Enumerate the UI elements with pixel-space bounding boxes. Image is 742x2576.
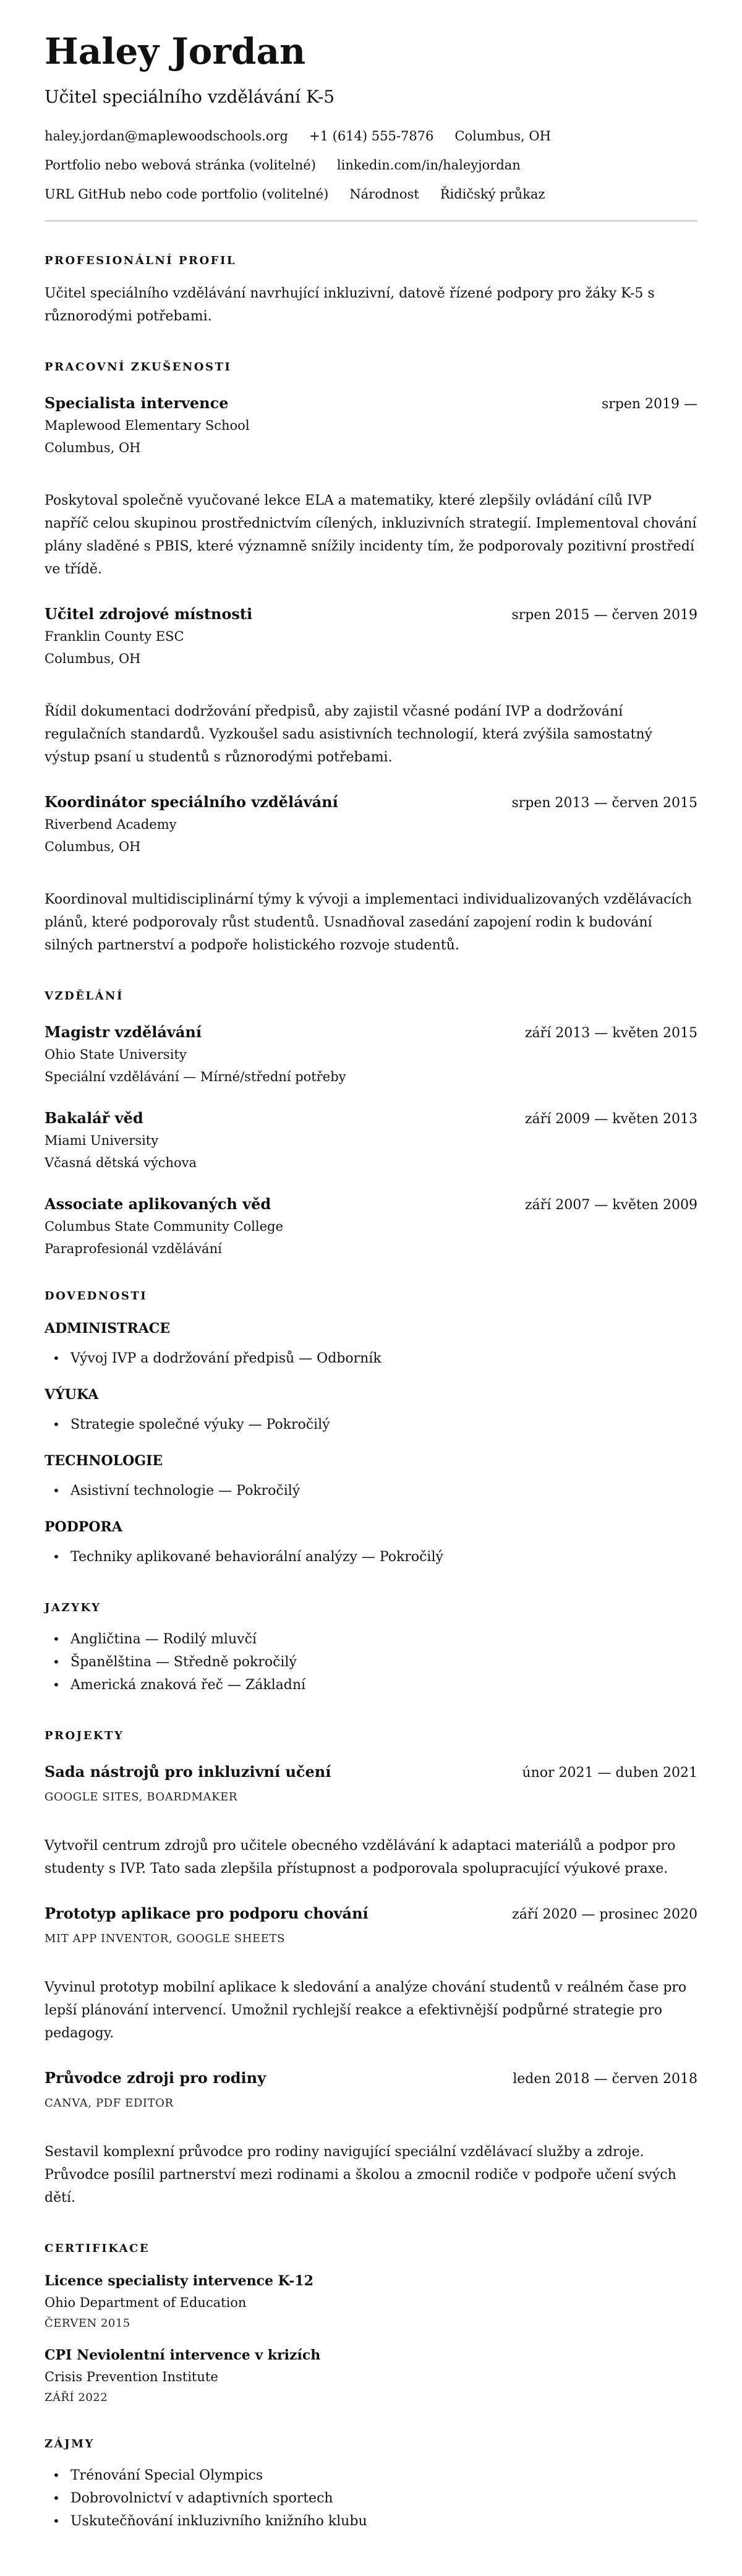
- interest-item-text: Dobrovolnictví v adaptivních sportech: [70, 2491, 333, 2506]
- project-dates: září 2020 — prosinec 2020: [512, 1907, 697, 1922]
- skill-category: [45, 1386, 697, 1436]
- degree-school: Columbus State Community College: [45, 1219, 283, 1234]
- job-title: Koordinátor speciálního vzdělávání: [45, 793, 338, 811]
- job-location: Columbus, OH: [45, 440, 141, 455]
- job-entry: [45, 604, 697, 769]
- job-location: Columbus, OH: [45, 839, 141, 854]
- project-description: Vyvinul prototyp mobilní aplikace k sledování a analýze chování studentů v reálném čase pro lepší plánování intervencí. Umožnil rychlejší reakce a efektivnější podpůrné strategie pro pedagogy.: [45, 1980, 687, 2041]
- profile-text: Učitel speciálního vzdělávání navrhující inkluzivní, datově řízené podpory pro žáky K-5 s různorodými potřebami.: [45, 286, 655, 324]
- job-company: Riverbend Academy: [45, 817, 177, 832]
- skill-list: [45, 1479, 697, 1502]
- project-head: [45, 2068, 697, 2089]
- section-heading-certifications: CERTIFIKACE: [45, 2242, 150, 2255]
- project-description: Sestavil komplexní průvodce pro rodiny navigující speciální vzdělávací služby a zdroje. Průvodce posílil partnerství mezi rodinami a školou a zmocnil rodiče v podpoře učení svých dětí.: [45, 2144, 676, 2206]
- job-dates: srpen 2015 — červen 2019: [511, 607, 697, 623]
- skill-list: [45, 1413, 697, 1436]
- language-item-text: Americká znaková řeč — Základní: [70, 1677, 306, 1693]
- person-name: Haley Jordan: [45, 30, 306, 72]
- degree-entry: [45, 1194, 697, 1257]
- skill-list: [45, 1347, 697, 1370]
- degree-dates: září 2009 — květen 2013: [524, 1111, 697, 1127]
- contact-linkedin: linkedin.com/in/haleyjordan: [336, 158, 521, 173]
- section-interests: [45, 2437, 697, 2533]
- contact-driving-license-placeholder: Řidičský průkaz: [440, 187, 545, 202]
- degree-dates: září 2013 — květen 2015: [524, 1025, 697, 1041]
- degree-field: Speciální vzdělávání — Mírné/střední potřeby: [45, 1069, 346, 1084]
- job-location: Columbus, OH: [45, 651, 141, 666]
- degree-entry: [45, 1022, 697, 1085]
- project-title: Sada nástrojů pro inkluzivní učení: [45, 1763, 331, 1781]
- skill-item-text: Techniky aplikované behaviorální analýzy — Pokročilý: [70, 1549, 443, 1565]
- skill-item-text: Strategie společné výuky — Pokročilý: [70, 1417, 330, 1432]
- contact-location: Columbus, OH: [454, 129, 551, 143]
- section-projects: [45, 1729, 697, 2209]
- interest-item: [45, 2464, 697, 2487]
- skill-item-text: Vývoj IVP a dodržování předpisů — Odborník: [70, 1351, 382, 1366]
- project-tools: GOOGLE SITES, BOARDMAKER: [45, 1791, 238, 1804]
- section-certifications: [45, 2241, 697, 2405]
- job-entry: [45, 792, 697, 957]
- project-dates: leden 2018 — červen 2018: [513, 2071, 697, 2087]
- job-company: Franklin County ESC: [45, 629, 184, 644]
- certification-entry: [45, 2347, 697, 2405]
- section-heading-languages: JAZYKY: [45, 1601, 101, 1614]
- skill-list: [45, 1546, 697, 1568]
- skill-category-name: VÝUKA: [45, 1387, 99, 1403]
- person-job-title: Učitel speciálního vzdělávání K-5: [45, 87, 335, 107]
- section-heading-interests: ZÁJMY: [45, 2437, 95, 2450]
- degree-dates: září 2007 — květen 2009: [524, 1197, 697, 1213]
- job-description: Řídil dokumentaci dodržování předpisů, aby zajistil včasné podání IVP a dodržování regulačních standardů. Vyzkoušel sadu asistivních technologií, která zvýšila samostatný výstup psaní u studentů s různorodými potřebami.: [45, 704, 652, 765]
- job-entry: [45, 393, 697, 581]
- degree-school: Miami University: [45, 1133, 159, 1148]
- contact-portfolio-placeholder: Portfolio nebo webová stránka (volitelné): [45, 158, 316, 173]
- job-title: Specialista intervence: [45, 394, 229, 412]
- skill-item-text: Asistivní technologie — Pokročilý: [70, 1483, 301, 1499]
- contact-row-3: [45, 186, 697, 203]
- skill-item: [45, 1546, 697, 1568]
- interest-item-text: Uskutečňování inkluzivního knižního klubu: [70, 2514, 367, 2529]
- degree-title: Associate aplikovaných věd: [45, 1195, 271, 1213]
- job-description: Koordinoval multidisciplinární týmy k vývoji a implementaci individualizovaných vzdělávacích plánů, které podporovaly růst studentů. Usnadňoval zasedání zapojení rodin k budování silných partnerství a podpoře holistického rozvoje studentů.: [45, 892, 692, 953]
- job-dates: srpen 2019 —: [601, 396, 697, 412]
- skill-category: [45, 1320, 697, 1370]
- project-title: Průvodce zdroji pro rodiny: [45, 2069, 267, 2087]
- contact-row-1: [45, 127, 697, 145]
- certification-title: Licence specialisty intervence K-12: [45, 2273, 313, 2289]
- job-head: [45, 393, 697, 414]
- language-item: [45, 1674, 697, 1697]
- contact-email: haley.jordan@maplewoodschools.org: [45, 129, 288, 143]
- certification-issuer: Ohio Department of Education: [45, 2295, 247, 2310]
- degree-field: Paraprofesionál vzdělávání: [45, 1241, 222, 1256]
- language-item-text: Španělština — Středně pokročilý: [70, 1654, 297, 1670]
- job-head: [45, 604, 697, 625]
- job-dates: srpen 2013 — červen 2015: [511, 795, 697, 811]
- section-heading-projects: PROJEKTY: [45, 1729, 124, 1742]
- project-entry: [45, 1762, 697, 1880]
- job-company: Maplewood Elementary School: [45, 418, 250, 433]
- degree-head: [45, 1022, 697, 1043]
- resume-header: [45, 31, 697, 221]
- certification-date: ČERVEN 2015: [45, 2317, 130, 2330]
- project-entry: [45, 1904, 697, 2045]
- interest-item-text: Trénování Special Olympics: [70, 2468, 263, 2483]
- certification-entry: [45, 2272, 697, 2330]
- degree-head: [45, 1108, 697, 1129]
- skill-category: [45, 1518, 697, 1568]
- project-tools: CANVA, PDF EDITOR: [45, 2097, 174, 2110]
- language-item: [45, 1651, 697, 1674]
- section-heading-experience: PRACOVNÍ ZKUŠENOSTI: [45, 361, 232, 374]
- job-head: [45, 792, 697, 813]
- contact-nationality-placeholder: Národnost: [349, 187, 419, 202]
- contact-phone: +1 (614) 555-7876: [309, 129, 434, 143]
- skill-item: [45, 1347, 697, 1370]
- job-description: Poskytoval společně vyučované lekce ELA a matematiky, které zlepšily ovládání cílů IVP napříč celou skupinou prostřednictvím cílených, inkluzivních strategií. Implementoval chování plány sladěné s PBIS, které významně snížily incidenty tím, že podporovaly pozitivní prostředí ve třídě.: [45, 493, 697, 577]
- degree-entry: [45, 1108, 697, 1171]
- interest-list: [45, 2464, 697, 2533]
- interest-item: [45, 2510, 697, 2533]
- skill-category: [45, 1452, 697, 1502]
- project-title: Prototyp aplikace pro podporu chování: [45, 1904, 369, 1922]
- skill-item: [45, 1413, 697, 1436]
- language-item-text: Angličtina — Rodilý mluvčí: [70, 1632, 257, 1647]
- project-dates: únor 2021 — duben 2021: [522, 1765, 697, 1781]
- skill-category-name: TECHNOLOGIE: [45, 1453, 163, 1469]
- project-head: [45, 1762, 697, 1782]
- skill-category-name: ADMINISTRACE: [45, 1320, 171, 1337]
- section-skills: [45, 1289, 697, 1568]
- degree-title: Bakalář věd: [45, 1109, 143, 1127]
- job-title: Učitel zdrojové místnosti: [45, 605, 253, 623]
- skill-item: [45, 1479, 697, 1502]
- project-description: Vytvořil centrum zdrojů pro učitele obecného vzdělávání k adaptaci materiálů a podpor pro studenty s IVP. Tato sada zlepšila přístupnost a podporovala spolupracující výukové praxe.: [45, 1838, 676, 1876]
- section-experience: [45, 360, 697, 957]
- section-heading-education: VZDĚLÁNÍ: [45, 990, 124, 1003]
- section-languages: [45, 1601, 697, 1697]
- section-education: [45, 989, 697, 1257]
- language-item: [45, 1628, 697, 1651]
- degree-head: [45, 1194, 697, 1215]
- degree-school: Ohio State University: [45, 1047, 187, 1062]
- degree-field: Včasná dětská výchova: [45, 1155, 197, 1170]
- skill-category-name: PODPORA: [45, 1519, 122, 1535]
- certification-issuer: Crisis Prevention Institute: [45, 2369, 218, 2384]
- section-profile: [45, 254, 697, 328]
- contact-row-2: [45, 156, 697, 174]
- certification-title: CPI Neviolentní intervence v krizích: [45, 2347, 321, 2363]
- interest-item: [45, 2487, 697, 2510]
- section-heading-skills: DOVEDNOSTI: [45, 1290, 148, 1303]
- language-list: [45, 1628, 697, 1697]
- project-entry: [45, 2068, 697, 2209]
- contact-github-placeholder: URL GitHub nebo code portfolio (volitelné): [45, 187, 329, 202]
- degree-title: Magistr vzdělávání: [45, 1023, 202, 1041]
- certification-date: ZÁŘÍ 2022: [45, 2391, 108, 2404]
- section-heading-profile: PROFESIONÁLNÍ PROFIL: [45, 254, 237, 267]
- project-head: [45, 1904, 697, 1924]
- project-tools: MIT APP INVENTOR, GOOGLE SHEETS: [45, 1932, 286, 1945]
- header-divider: [45, 220, 697, 221]
